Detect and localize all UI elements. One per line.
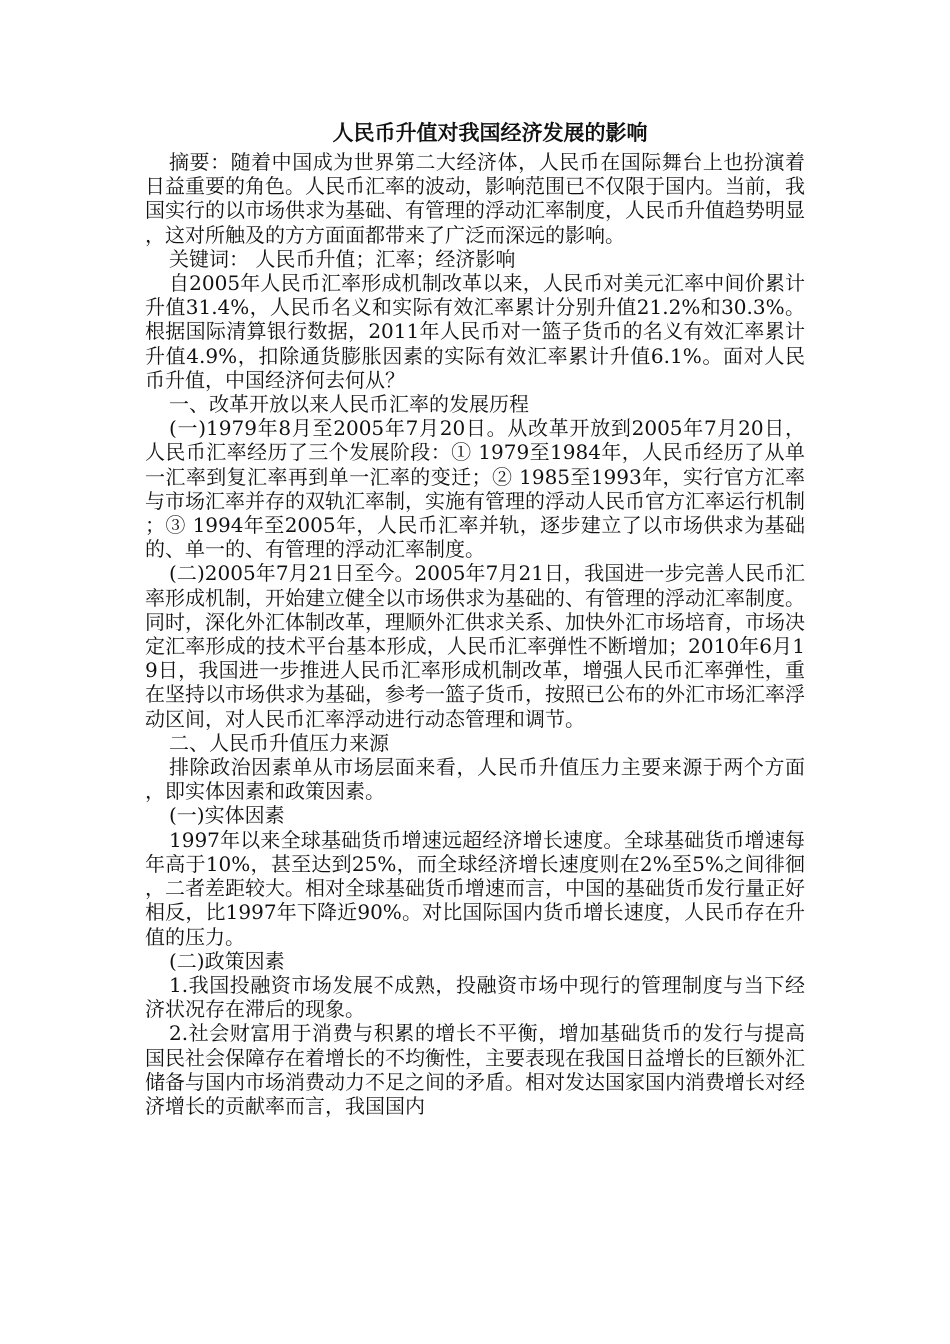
section2-subheading-2: (二)政策因素 <box>169 948 285 973</box>
abstract-paragraph: 摘要：随着中国成为世界第二大经济体，人民币在国际舞台上也扮演着日益重要的角色。人民币汇率的波动，影响范围已不仅限于国内。当前，我国实行的以市场供求为基础、有管理的浮动汇率制度，人民币升值趋势明显，这对所触及的方方面面都带来了广泛而深远的影响。 <box>145 150 805 247</box>
document-title: 人民币升值对我国经济发展的影响 <box>332 120 648 145</box>
document-page <box>145 118 805 1118</box>
section2-paragraph-1: 排除政治因素单从市场层面来看，人民币升值压力主要来源于两个方面，即实体因素和政策因素。 <box>145 755 805 804</box>
section2-paragraph-4: 2.社会财富用于消费与积累的增长不平衡，增加基础货币的发行与提高国民社会保障存在着增长的不均衡性，主要表现在我国日益增长的巨额外汇储备与国内市场消费动力不足之间的矛盾。相对发达国家国内消费增长对经济增长的贡献率而言，我国国内 <box>145 1021 805 1118</box>
section2-paragraph-3: 1.我国投融资市场发展不成熟，投融资市场中现行的管理制度与当下经济状况存在滞后的现象。 <box>145 972 805 1022</box>
section1-paragraph-2: (二)2005年7月21日至今。2005年7月21日，我国进一步完善人民币汇率形成机制，开始建立健全以市场供求为基础的、有管理的浮动汇率制度。同时，深化外汇体制改革，理顺外汇供求关系、加快外汇市场培育，市场决定汇率形成的技术平台基本形成，人民币汇率弹性不断增加；2010年6月19日，我国进一步推进人民币汇率形成机制改革，增强人民币汇率弹性，重在坚持以市场供求为基础，参考一篮子货币，按照已公布的外汇市场汇率浮动区间，对人民币汇率浮动进行动态管理和调节。 <box>145 561 805 731</box>
section1-paragraph-1: (一)1979年8月至2005年7月20日。从改革开放到2005年7月20日，人民币汇率经历了三个发展阶段：① 1979至1984年，人民币经历了从单一汇率到复汇率再到单一汇率的变迁；② 1985至1993年，实行官方汇率与市场汇率并存的双轨汇率制，实施有管理的浮动人民币官方汇率运行机制；③ 1994年至2005年，人民币汇率并轨，逐步建立了以市场供求为基础的、单一的、有管理的浮动汇率制度。 <box>145 416 805 562</box>
intro-paragraph: 自2005年人民币汇率形成机制改革以来，人民币对美元汇率中间价累计升值31.4%，人民币名义和实际有效汇率累计分别升值21.2%和30.3%。根据国际清算银行数据，2011年人民币对一篮子货币的名义有效汇率累计升值4.9%，扣除通货膨胀因素的实际有效汇率累计升值6.1%。面对人民币升值，中国经济何去何从？ <box>145 271 805 392</box>
section2-subheading-1: (一)实体因素 <box>169 803 285 828</box>
section2-heading: 二、人民币升值压力来源 <box>169 730 389 755</box>
section1-heading: 一、改革开放以来人民币汇率的发展历程 <box>169 392 529 417</box>
section2-paragraph-2: 1997年以来全球基础货币增速远超经济增长速度。全球基础货币增速每年高于10%，甚至达到25%，而全球经济增长速度则在2%至5%之间徘徊，二者差距较大。相对全球基础货币增速而言，中国的基础货币发行量正好相反，比1997年下降近90%。对比国际国内货币增长速度，人民币存在升值的压力。 <box>145 827 805 949</box>
keywords-line: 关键词： 人民币升值；汇率；经济影响 <box>169 246 516 271</box>
